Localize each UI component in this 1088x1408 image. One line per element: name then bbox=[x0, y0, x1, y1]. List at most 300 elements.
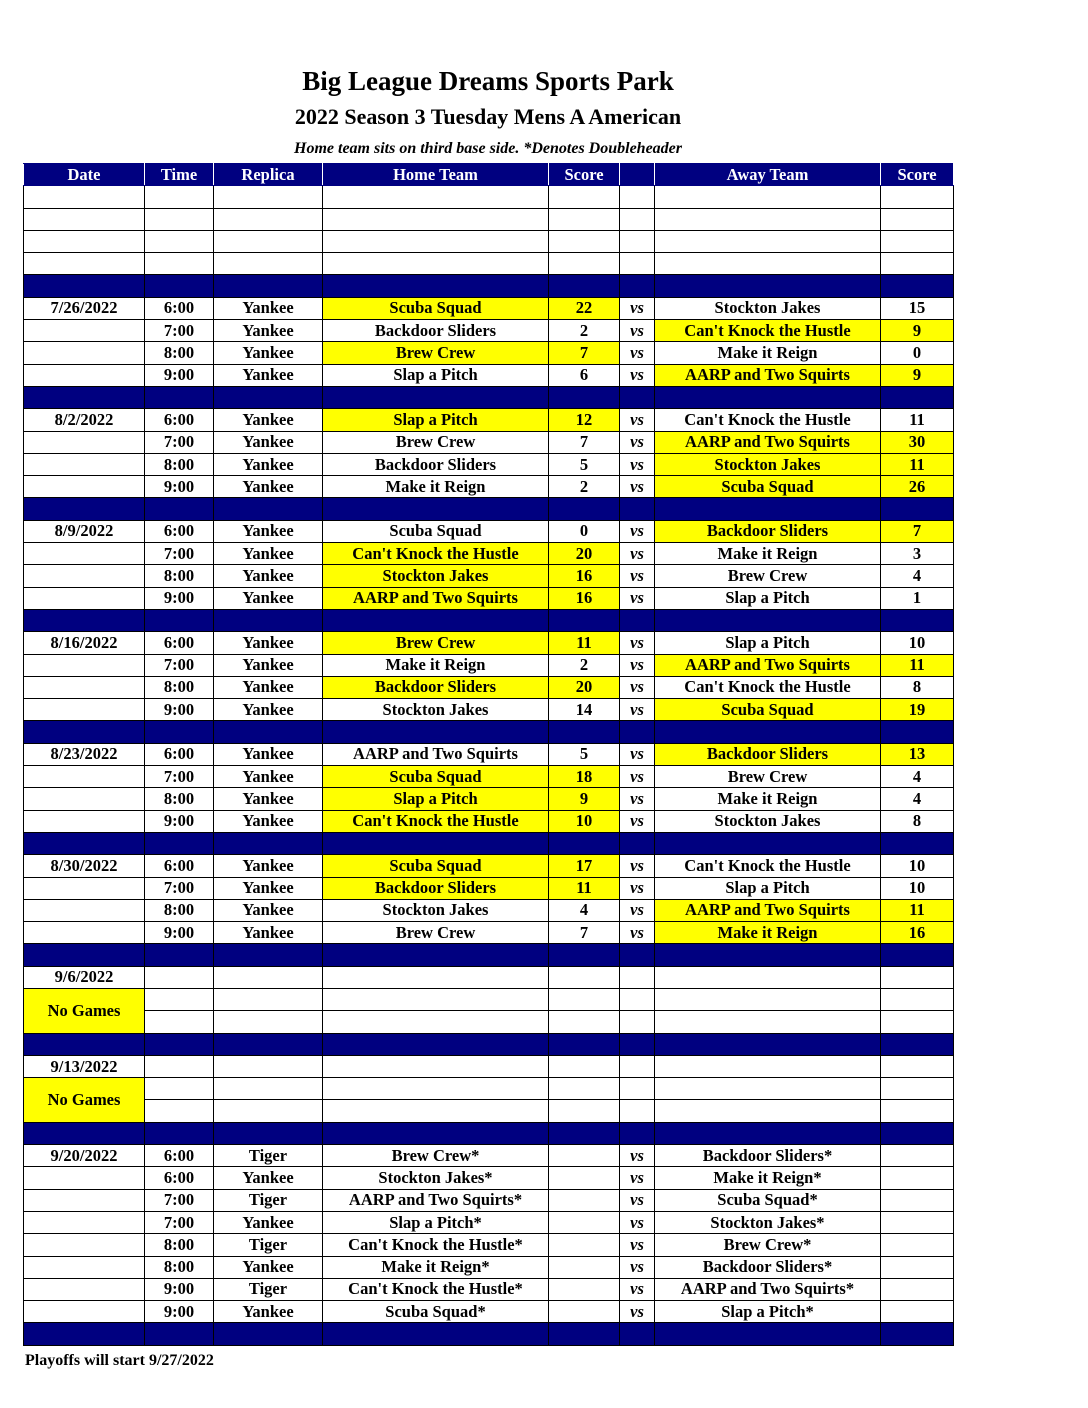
empty-row bbox=[24, 186, 954, 208]
game-row bbox=[24, 297, 954, 319]
separator-cell bbox=[214, 1122, 323, 1144]
vs-cell: vs bbox=[620, 543, 655, 565]
replica-cell: Yankee bbox=[214, 788, 323, 810]
date-cell bbox=[24, 565, 145, 587]
replica-cell: Yankee bbox=[214, 810, 323, 832]
home-team-cell: Brew Crew bbox=[323, 431, 549, 453]
time-cell: 8:00 bbox=[145, 1234, 214, 1256]
vs-cell: vs bbox=[620, 364, 655, 386]
game-row bbox=[24, 1256, 954, 1278]
date-cell: 8/23/2022 bbox=[24, 743, 145, 765]
replica-cell: Yankee bbox=[214, 654, 323, 676]
empty-cell bbox=[881, 230, 954, 252]
schedule-note: Home team sits on third base side. *Denotes Doubleheader bbox=[294, 140, 682, 157]
separator-cell bbox=[323, 1122, 549, 1144]
empty-cell bbox=[655, 186, 881, 208]
separator-cell bbox=[881, 721, 954, 743]
separator-cell bbox=[549, 498, 620, 520]
separator-cell bbox=[145, 1323, 214, 1345]
date-cell bbox=[24, 1167, 145, 1189]
home-score-cell: 11 bbox=[549, 632, 620, 654]
home-score-cell bbox=[549, 1211, 620, 1233]
separator-cell bbox=[881, 1122, 954, 1144]
date-cell bbox=[24, 1234, 145, 1256]
home-score-cell: 7 bbox=[549, 431, 620, 453]
home-score-cell: 0 bbox=[549, 520, 620, 542]
home-score-cell: 22 bbox=[549, 297, 620, 319]
home-team-cell: Scuba Squad bbox=[323, 520, 549, 542]
separator-cell bbox=[214, 1033, 323, 1055]
home-score-cell: 18 bbox=[549, 766, 620, 788]
game-row bbox=[24, 320, 954, 342]
away-score-cell: 10 bbox=[881, 877, 954, 899]
away-team-cell: Backdoor Sliders bbox=[655, 520, 881, 542]
home-team-cell: Stockton Jakes bbox=[323, 565, 549, 587]
empty-cell bbox=[145, 230, 214, 252]
playoffs-note: Playoffs will start 9/27/2022 bbox=[25, 1352, 214, 1369]
separator-cell bbox=[549, 386, 620, 408]
away-score-cell: 4 bbox=[881, 565, 954, 587]
date-cell bbox=[24, 230, 145, 252]
no-games-row bbox=[24, 1055, 954, 1077]
game-row bbox=[24, 699, 954, 721]
home-team-cell: Slap a Pitch bbox=[323, 409, 549, 431]
vs-cell: vs bbox=[620, 320, 655, 342]
no-games-badge: No Games bbox=[24, 1078, 145, 1123]
away-score-cell: 10 bbox=[881, 855, 954, 877]
home-team-cell: Brew Crew bbox=[323, 342, 549, 364]
empty-cell bbox=[655, 208, 881, 230]
away-team-cell: AARP and Two Squirts bbox=[655, 364, 881, 386]
separator-cell bbox=[145, 1033, 214, 1055]
home-team-cell: Backdoor Sliders bbox=[323, 320, 549, 342]
away-score-cell: 3 bbox=[881, 543, 954, 565]
separator-cell bbox=[620, 721, 655, 743]
separator-cell bbox=[549, 609, 620, 631]
replica-cell: Tiger bbox=[214, 1145, 323, 1167]
empty-cell bbox=[655, 253, 881, 275]
home-team-cell: AARP and Two Squirts* bbox=[323, 1189, 549, 1211]
separator-cell bbox=[655, 275, 881, 297]
vs-cell: vs bbox=[620, 476, 655, 498]
separator-cell bbox=[549, 1323, 620, 1345]
away-team-cell: Stockton Jakes bbox=[655, 297, 881, 319]
replica-cell: Yankee bbox=[214, 766, 323, 788]
home-score-cell: 5 bbox=[549, 453, 620, 475]
game-row bbox=[24, 1301, 954, 1323]
game-row bbox=[24, 632, 954, 654]
away-score-cell: 4 bbox=[881, 788, 954, 810]
separator-cell bbox=[145, 721, 214, 743]
separator-cell bbox=[214, 832, 323, 854]
week-separator bbox=[24, 721, 954, 743]
empty-row bbox=[24, 208, 954, 230]
separator-cell bbox=[214, 944, 323, 966]
separator-cell bbox=[145, 386, 214, 408]
empty-cell bbox=[323, 1011, 549, 1033]
date-cell bbox=[24, 431, 145, 453]
replica-cell: Yankee bbox=[214, 699, 323, 721]
away-score-cell: 8 bbox=[881, 676, 954, 698]
time-cell: 8:00 bbox=[145, 788, 214, 810]
separator-cell bbox=[655, 609, 881, 631]
vs-cell: vs bbox=[620, 1189, 655, 1211]
home-team-cell: Backdoor Sliders bbox=[323, 453, 549, 475]
game-row bbox=[24, 1167, 954, 1189]
no-games-row bbox=[24, 966, 954, 988]
away-score-cell bbox=[881, 1167, 954, 1189]
separator-cell bbox=[620, 1122, 655, 1144]
time-cell: 9:00 bbox=[145, 1301, 214, 1323]
time-cell: 9:00 bbox=[145, 922, 214, 944]
separator-cell bbox=[24, 275, 145, 297]
empty-cell bbox=[655, 1011, 881, 1033]
empty-cell bbox=[214, 230, 323, 252]
separator-cell bbox=[549, 1122, 620, 1144]
home-score-cell: 16 bbox=[549, 565, 620, 587]
separator-cell bbox=[24, 498, 145, 520]
separator-cell bbox=[881, 275, 954, 297]
header-vs bbox=[620, 164, 655, 186]
vs-cell: vs bbox=[620, 1278, 655, 1300]
game-row bbox=[24, 1234, 954, 1256]
away-score-cell bbox=[881, 1211, 954, 1233]
replica-cell: Yankee bbox=[214, 453, 323, 475]
separator-cell bbox=[323, 498, 549, 520]
replica-cell: Tiger bbox=[214, 1234, 323, 1256]
game-row bbox=[24, 855, 954, 877]
date-cell: 8/2/2022 bbox=[24, 409, 145, 431]
away-team-cell: AARP and Two Squirts bbox=[655, 654, 881, 676]
empty-cell bbox=[620, 208, 655, 230]
empty-cell bbox=[655, 1055, 881, 1077]
away-team-cell: Can't Knock the Hustle bbox=[655, 676, 881, 698]
no-games-row bbox=[24, 988, 954, 1010]
vs-cell: vs bbox=[620, 409, 655, 431]
empty-cell bbox=[323, 988, 549, 1010]
separator-cell bbox=[214, 609, 323, 631]
time-cell: 8:00 bbox=[145, 1256, 214, 1278]
away-team-cell: Stockton Jakes* bbox=[655, 1211, 881, 1233]
away-score-cell bbox=[881, 1301, 954, 1323]
away-score-cell bbox=[881, 1234, 954, 1256]
empty-cell bbox=[655, 1078, 881, 1100]
date-cell bbox=[24, 587, 145, 609]
empty-row bbox=[24, 230, 954, 252]
separator-cell bbox=[655, 944, 881, 966]
week-separator bbox=[24, 386, 954, 408]
time-cell: 6:00 bbox=[145, 1167, 214, 1189]
empty-cell bbox=[620, 230, 655, 252]
time-cell: 6:00 bbox=[145, 743, 214, 765]
separator-cell bbox=[323, 944, 549, 966]
separator-cell bbox=[620, 275, 655, 297]
away-team-cell: Can't Knock the Hustle bbox=[655, 409, 881, 431]
empty-cell bbox=[655, 966, 881, 988]
no-games-row bbox=[24, 1100, 954, 1122]
away-score-cell: 16 bbox=[881, 922, 954, 944]
time-cell: 7:00 bbox=[145, 1189, 214, 1211]
empty-cell bbox=[145, 1100, 214, 1122]
vs-cell: vs bbox=[620, 632, 655, 654]
empty-cell bbox=[145, 1011, 214, 1033]
schedule-table bbox=[23, 163, 954, 1346]
home-score-cell: 4 bbox=[549, 899, 620, 921]
time-cell: 7:00 bbox=[145, 320, 214, 342]
away-score-cell: 4 bbox=[881, 766, 954, 788]
separator-cell bbox=[549, 1033, 620, 1055]
date-cell: 7/26/2022 bbox=[24, 297, 145, 319]
time-cell: 8:00 bbox=[145, 453, 214, 475]
empty-cell bbox=[549, 1011, 620, 1033]
home-team-cell: Brew Crew* bbox=[323, 1145, 549, 1167]
away-team-cell: Can't Knock the Hustle bbox=[655, 320, 881, 342]
empty-cell bbox=[145, 966, 214, 988]
away-score-cell: 7 bbox=[881, 520, 954, 542]
home-score-cell: 6 bbox=[549, 364, 620, 386]
home-score-cell: 17 bbox=[549, 855, 620, 877]
empty-cell bbox=[881, 186, 954, 208]
empty-cell bbox=[620, 253, 655, 275]
away-team-cell: Brew Crew* bbox=[655, 1234, 881, 1256]
empty-cell bbox=[214, 208, 323, 230]
empty-cell bbox=[214, 966, 323, 988]
away-score-cell: 0 bbox=[881, 342, 954, 364]
away-score-cell: 30 bbox=[881, 431, 954, 453]
time-cell: 9:00 bbox=[145, 476, 214, 498]
empty-cell bbox=[881, 1055, 954, 1077]
empty-cell bbox=[620, 966, 655, 988]
date-cell bbox=[24, 788, 145, 810]
empty-cell bbox=[881, 966, 954, 988]
away-team-cell: AARP and Two Squirts bbox=[655, 431, 881, 453]
separator-cell bbox=[145, 1122, 214, 1144]
game-row bbox=[24, 922, 954, 944]
replica-cell: Yankee bbox=[214, 297, 323, 319]
away-score-cell: 9 bbox=[881, 364, 954, 386]
replica-cell: Yankee bbox=[214, 364, 323, 386]
time-cell: 6:00 bbox=[145, 520, 214, 542]
page-subtitle: 2022 Season 3 Tuesday Mens A American bbox=[294, 104, 682, 129]
separator-cell bbox=[620, 1033, 655, 1055]
away-team-cell: Scuba Squad* bbox=[655, 1189, 881, 1211]
game-row bbox=[24, 476, 954, 498]
date-cell bbox=[24, 654, 145, 676]
empty-cell bbox=[881, 988, 954, 1010]
game-row bbox=[24, 409, 954, 431]
no-games-badge: No Games bbox=[24, 988, 145, 1033]
home-score-cell: 7 bbox=[549, 342, 620, 364]
empty-cell bbox=[549, 253, 620, 275]
home-team-cell: Slap a Pitch bbox=[323, 364, 549, 386]
away-score-cell: 26 bbox=[881, 476, 954, 498]
separator-cell bbox=[24, 609, 145, 631]
separator-cell bbox=[655, 721, 881, 743]
empty-cell bbox=[881, 208, 954, 230]
home-team-cell: Stockton Jakes* bbox=[323, 1167, 549, 1189]
away-team-cell: AARP and Two Squirts bbox=[655, 899, 881, 921]
empty-cell bbox=[549, 186, 620, 208]
empty-cell bbox=[214, 253, 323, 275]
date-cell bbox=[24, 1278, 145, 1300]
home-team-cell: AARP and Two Squirts bbox=[323, 743, 549, 765]
date-cell bbox=[24, 543, 145, 565]
home-team-cell: Backdoor Sliders bbox=[323, 676, 549, 698]
week-separator bbox=[24, 275, 954, 297]
time-cell: 9:00 bbox=[145, 699, 214, 721]
away-score-cell bbox=[881, 1278, 954, 1300]
replica-cell: Yankee bbox=[214, 922, 323, 944]
empty-cell bbox=[323, 1100, 549, 1122]
date-cell: 9/20/2022 bbox=[24, 1145, 145, 1167]
empty-cell bbox=[549, 1100, 620, 1122]
vs-cell: vs bbox=[620, 699, 655, 721]
home-team-cell: Can't Knock the Hustle bbox=[323, 810, 549, 832]
home-team-cell: Scuba Squad bbox=[323, 855, 549, 877]
replica-cell: Yankee bbox=[214, 855, 323, 877]
header-home-score: Score bbox=[549, 164, 620, 186]
date-cell bbox=[24, 364, 145, 386]
vs-cell: vs bbox=[620, 654, 655, 676]
empty-cell bbox=[881, 1100, 954, 1122]
separator-cell bbox=[881, 609, 954, 631]
empty-cell bbox=[549, 966, 620, 988]
away-team-cell: Slap a Pitch bbox=[655, 587, 881, 609]
vs-cell: vs bbox=[620, 1234, 655, 1256]
empty-cell bbox=[145, 208, 214, 230]
game-row bbox=[24, 766, 954, 788]
replica-cell: Tiger bbox=[214, 1278, 323, 1300]
away-score-cell: 15 bbox=[881, 297, 954, 319]
replica-cell: Yankee bbox=[214, 1256, 323, 1278]
separator-cell bbox=[145, 944, 214, 966]
game-row bbox=[24, 1211, 954, 1233]
game-row bbox=[24, 543, 954, 565]
away-team-cell: Slap a Pitch bbox=[655, 877, 881, 899]
separator-cell bbox=[24, 944, 145, 966]
separator-cell bbox=[323, 386, 549, 408]
date-cell bbox=[24, 699, 145, 721]
separator-cell bbox=[24, 1122, 145, 1144]
separator-cell bbox=[620, 386, 655, 408]
separator-cell bbox=[24, 386, 145, 408]
header-replica: Replica bbox=[214, 164, 323, 186]
vs-cell: vs bbox=[620, 1167, 655, 1189]
vs-cell: vs bbox=[620, 676, 655, 698]
empty-cell bbox=[881, 253, 954, 275]
date-cell bbox=[24, 1211, 145, 1233]
away-score-cell: 13 bbox=[881, 743, 954, 765]
home-team-cell: Scuba Squad bbox=[323, 766, 549, 788]
time-cell: 7:00 bbox=[145, 654, 214, 676]
game-row bbox=[24, 654, 954, 676]
week-separator bbox=[24, 832, 954, 854]
away-score-cell: 11 bbox=[881, 453, 954, 475]
time-cell: 7:00 bbox=[145, 543, 214, 565]
vs-cell: vs bbox=[620, 587, 655, 609]
empty-cell bbox=[549, 1055, 620, 1077]
away-team-cell: Make it Reign bbox=[655, 788, 881, 810]
separator-cell bbox=[655, 1122, 881, 1144]
separator-cell bbox=[655, 498, 881, 520]
game-row bbox=[24, 1189, 954, 1211]
date-cell: 8/30/2022 bbox=[24, 855, 145, 877]
away-team-cell: Slap a Pitch* bbox=[655, 1301, 881, 1323]
home-score-cell: 12 bbox=[549, 409, 620, 431]
home-score-cell bbox=[549, 1234, 620, 1256]
time-cell: 7:00 bbox=[145, 1211, 214, 1233]
away-team-cell: Stockton Jakes bbox=[655, 453, 881, 475]
away-team-cell: Slap a Pitch bbox=[655, 632, 881, 654]
empty-cell bbox=[145, 1055, 214, 1077]
away-team-cell: Make it Reign bbox=[655, 342, 881, 364]
home-score-cell: 14 bbox=[549, 699, 620, 721]
date-cell bbox=[24, 922, 145, 944]
header-away-team: Away Team bbox=[655, 164, 881, 186]
replica-cell: Yankee bbox=[214, 587, 323, 609]
game-row bbox=[24, 810, 954, 832]
separator-cell bbox=[655, 1323, 881, 1345]
date-cell bbox=[24, 766, 145, 788]
vs-cell: vs bbox=[620, 1301, 655, 1323]
date-cell bbox=[24, 1301, 145, 1323]
home-score-cell: 2 bbox=[549, 476, 620, 498]
date-cell: 8/9/2022 bbox=[24, 520, 145, 542]
away-score-cell bbox=[881, 1256, 954, 1278]
empty-cell bbox=[214, 1078, 323, 1100]
home-score-cell: 16 bbox=[549, 587, 620, 609]
empty-cell bbox=[881, 1011, 954, 1033]
no-games-row bbox=[24, 1078, 954, 1100]
date-cell bbox=[24, 453, 145, 475]
separator-cell bbox=[323, 721, 549, 743]
empty-cell bbox=[655, 1100, 881, 1122]
vs-cell: vs bbox=[620, 431, 655, 453]
away-team-cell: Scuba Squad bbox=[655, 476, 881, 498]
schedule-body bbox=[24, 186, 954, 1345]
home-score-cell bbox=[549, 1256, 620, 1278]
game-row bbox=[24, 1145, 954, 1167]
away-score-cell bbox=[881, 1145, 954, 1167]
date-cell bbox=[24, 253, 145, 275]
home-score-cell: 20 bbox=[549, 543, 620, 565]
separator-cell bbox=[881, 944, 954, 966]
separator-cell bbox=[620, 944, 655, 966]
separator-cell bbox=[620, 498, 655, 520]
game-row bbox=[24, 788, 954, 810]
replica-cell: Yankee bbox=[214, 676, 323, 698]
game-row bbox=[24, 1278, 954, 1300]
vs-cell: vs bbox=[620, 855, 655, 877]
separator-cell bbox=[24, 1323, 145, 1345]
away-team-cell: Stockton Jakes bbox=[655, 810, 881, 832]
home-score-cell: 20 bbox=[549, 676, 620, 698]
away-team-cell: Make it Reign* bbox=[655, 1167, 881, 1189]
empty-cell bbox=[881, 1078, 954, 1100]
separator-cell bbox=[214, 275, 323, 297]
home-team-cell: Make it Reign bbox=[323, 654, 549, 676]
separator-cell bbox=[881, 498, 954, 520]
replica-cell: Yankee bbox=[214, 1301, 323, 1323]
away-score-cell: 9 bbox=[881, 320, 954, 342]
vs-cell: vs bbox=[620, 453, 655, 475]
game-row bbox=[24, 587, 954, 609]
game-row bbox=[24, 520, 954, 542]
header-time: Time bbox=[145, 164, 214, 186]
away-score-cell: 11 bbox=[881, 654, 954, 676]
separator-cell bbox=[145, 609, 214, 631]
empty-cell bbox=[145, 253, 214, 275]
